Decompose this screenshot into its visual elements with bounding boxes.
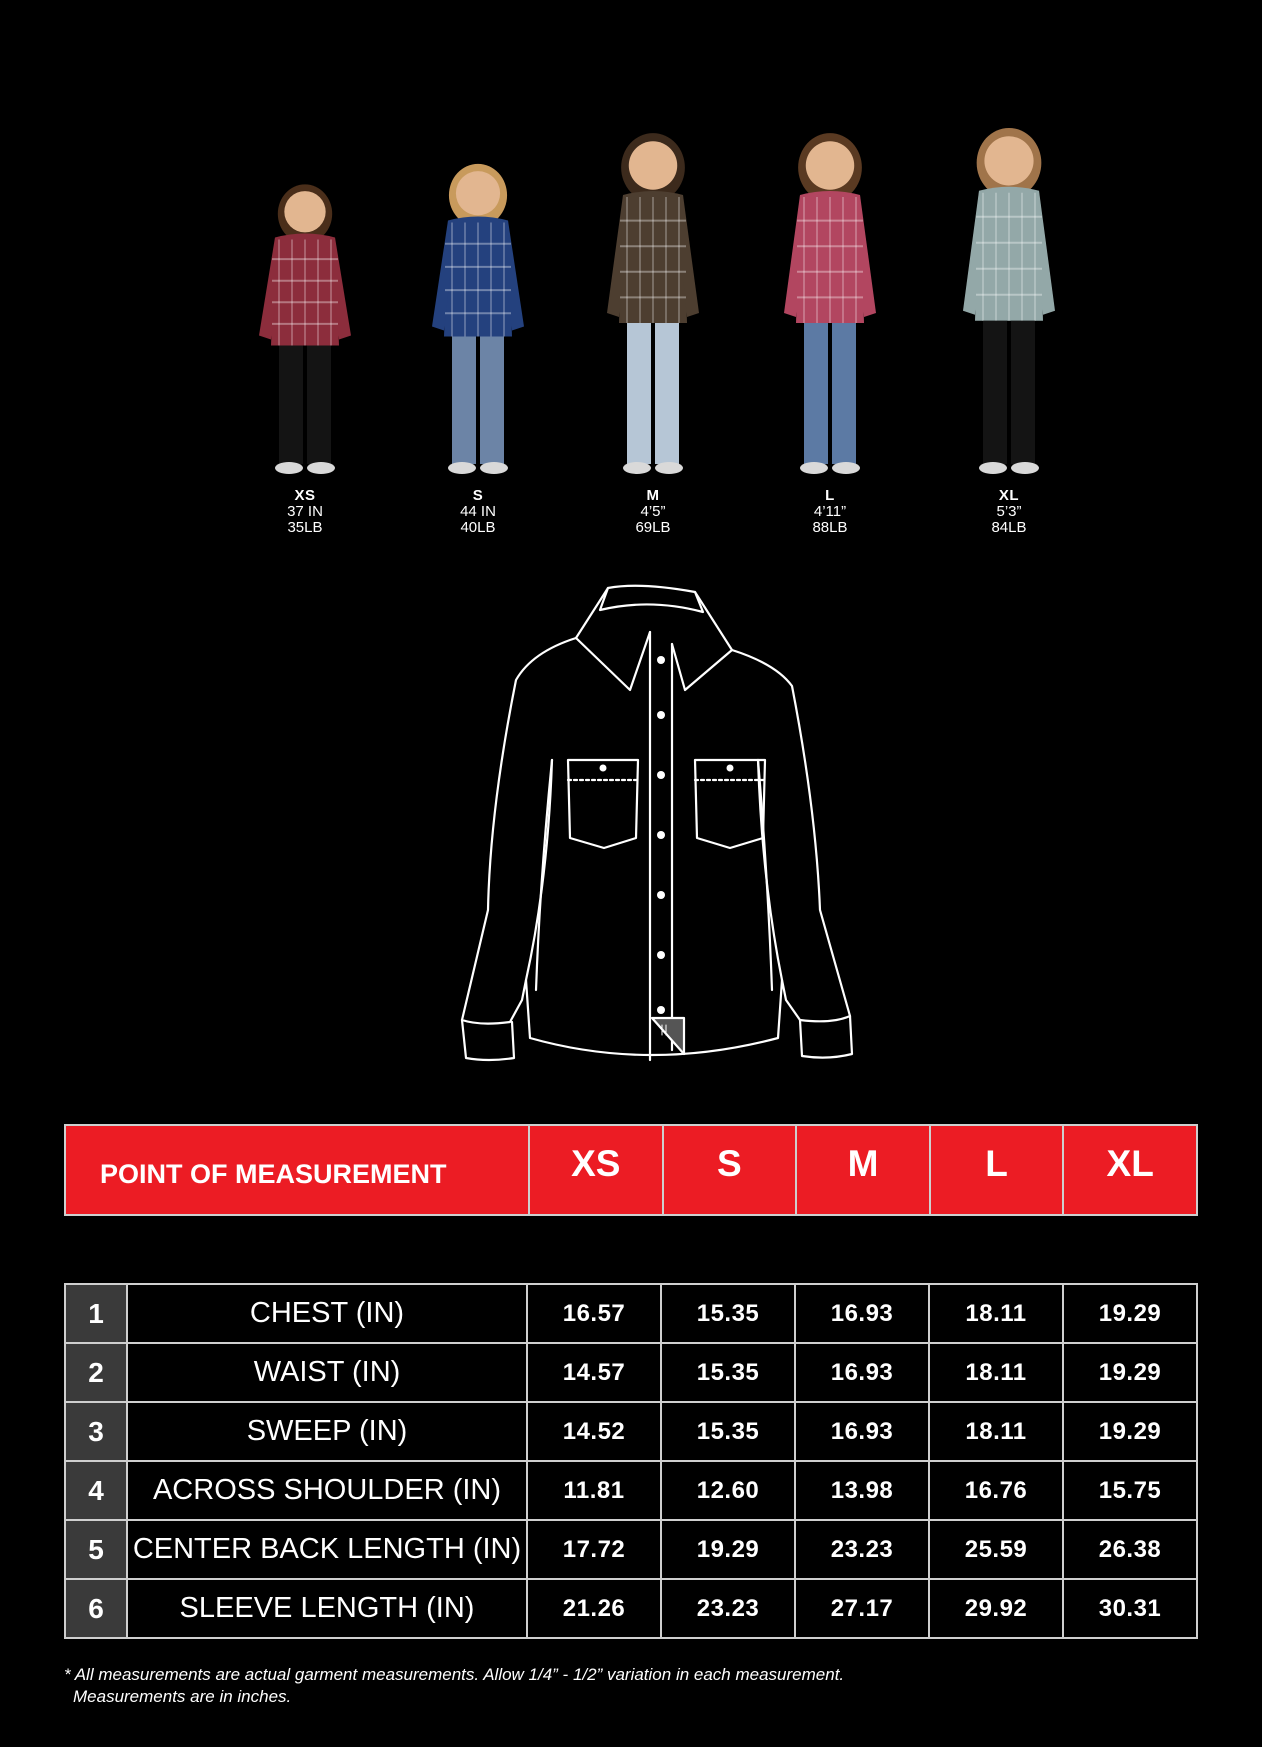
model-size-label: M [646, 487, 660, 504]
header-size-xl: XL [1062, 1126, 1196, 1214]
row-label: SWEEP (IN) [127, 1402, 527, 1461]
value-m: 16.93 [795, 1284, 929, 1343]
model-xs [230, 36, 380, 536]
value-l: 18.11 [929, 1284, 1063, 1343]
model-lineup [0, 36, 1262, 536]
value-xl: 15.75 [1063, 1461, 1197, 1520]
value-l: 18.11 [929, 1402, 1063, 1461]
model-weight: 40LB [460, 519, 496, 536]
value-l: 16.76 [929, 1461, 1063, 1520]
model-size-label: L [825, 487, 835, 504]
row-number: 5 [65, 1520, 127, 1579]
model-caption-s [403, 488, 553, 536]
value-xl: 19.29 [1063, 1402, 1197, 1461]
table-row [65, 1343, 1197, 1402]
row-number: 6 [65, 1579, 127, 1638]
value-xl: 26.38 [1063, 1520, 1197, 1579]
header-size-xs: XS [528, 1126, 662, 1214]
value-s: 15.35 [661, 1402, 795, 1461]
table-row [65, 1579, 1197, 1638]
model-size-label: XS [294, 487, 316, 504]
header-size-l: L [929, 1126, 1063, 1214]
row-number: 2 [65, 1343, 127, 1402]
value-xs: 14.52 [527, 1402, 661, 1461]
row-label: CENTER BACK LENGTH (IN) [127, 1520, 527, 1579]
measurement-table [64, 1283, 1198, 1639]
model-s [403, 36, 553, 536]
value-l: 29.92 [929, 1579, 1063, 1638]
value-xs: 16.57 [527, 1284, 661, 1343]
model-photo-m [578, 126, 728, 476]
row-label: CHEST (IN) [127, 1284, 527, 1343]
value-xs: 14.57 [527, 1343, 661, 1402]
row-label: ACROSS SHOULDER (IN) [127, 1461, 527, 1520]
value-m: 23.23 [795, 1520, 929, 1579]
model-caption-m [578, 488, 728, 536]
model-caption-xs [230, 488, 380, 536]
model-weight: 88LB [812, 519, 848, 536]
value-xs: 17.72 [527, 1520, 661, 1579]
model-m [578, 36, 728, 536]
model-photo-xl [934, 126, 1084, 476]
header-point-of-measurement: POINT OF MEASUREMENT [100, 1158, 447, 1189]
value-s: 12.60 [661, 1461, 795, 1520]
model-height: 5’3” [996, 503, 1022, 520]
header-size-m: M [795, 1126, 929, 1214]
value-xs: 11.81 [527, 1461, 661, 1520]
model-height: 37 IN [287, 503, 323, 520]
value-xl: 19.29 [1063, 1343, 1197, 1402]
table-row [65, 1402, 1197, 1461]
value-xl: 19.29 [1063, 1284, 1197, 1343]
table-row [65, 1284, 1197, 1343]
table-row [65, 1461, 1197, 1520]
model-weight: 69LB [635, 519, 671, 536]
value-m: 16.93 [795, 1402, 929, 1461]
header-size-s: S [662, 1126, 796, 1214]
note-line-2: Measurements are in inches. [73, 1687, 292, 1706]
value-m: 16.93 [795, 1343, 929, 1402]
model-photo-xs [230, 126, 380, 476]
value-l: 25.59 [929, 1520, 1063, 1579]
model-l [755, 36, 905, 536]
value-m: 13.98 [795, 1461, 929, 1520]
value-l: 18.11 [929, 1343, 1063, 1402]
model-weight: 84LB [991, 519, 1027, 536]
model-caption-xl [934, 488, 1084, 536]
size-chart-header [64, 1124, 1198, 1216]
model-height: 4’11” [813, 503, 847, 520]
value-s: 19.29 [661, 1520, 795, 1579]
value-s: 15.35 [661, 1343, 795, 1402]
model-size-label: XL [998, 487, 1020, 504]
row-number: 1 [65, 1284, 127, 1343]
measurement-note [64, 1664, 1198, 1708]
row-number: 4 [65, 1461, 127, 1520]
value-xs: 21.26 [527, 1579, 661, 1638]
model-size-label: S [472, 487, 484, 504]
model-xl [934, 36, 1084, 536]
model-photo-l [755, 126, 905, 476]
value-s: 15.35 [661, 1284, 795, 1343]
model-height: 4’5” [640, 503, 666, 520]
row-number: 3 [65, 1402, 127, 1461]
model-photo-s [403, 126, 553, 476]
value-xl: 30.31 [1063, 1579, 1197, 1638]
row-label: SLEEVE LENGTH (IN) [127, 1579, 527, 1638]
model-weight: 35LB [287, 519, 323, 536]
model-caption-l [755, 488, 905, 536]
table-row [65, 1520, 1197, 1579]
model-height: 44 IN [460, 503, 496, 520]
value-m: 27.17 [795, 1579, 929, 1638]
row-label: WAIST (IN) [127, 1343, 527, 1402]
shirt-flat-sketch [440, 580, 880, 1090]
value-s: 23.23 [661, 1579, 795, 1638]
note-line-1: * All measurements are actual garment measurements. Allow 1/4” - 1/2” variation in each measurement. [64, 1665, 845, 1684]
